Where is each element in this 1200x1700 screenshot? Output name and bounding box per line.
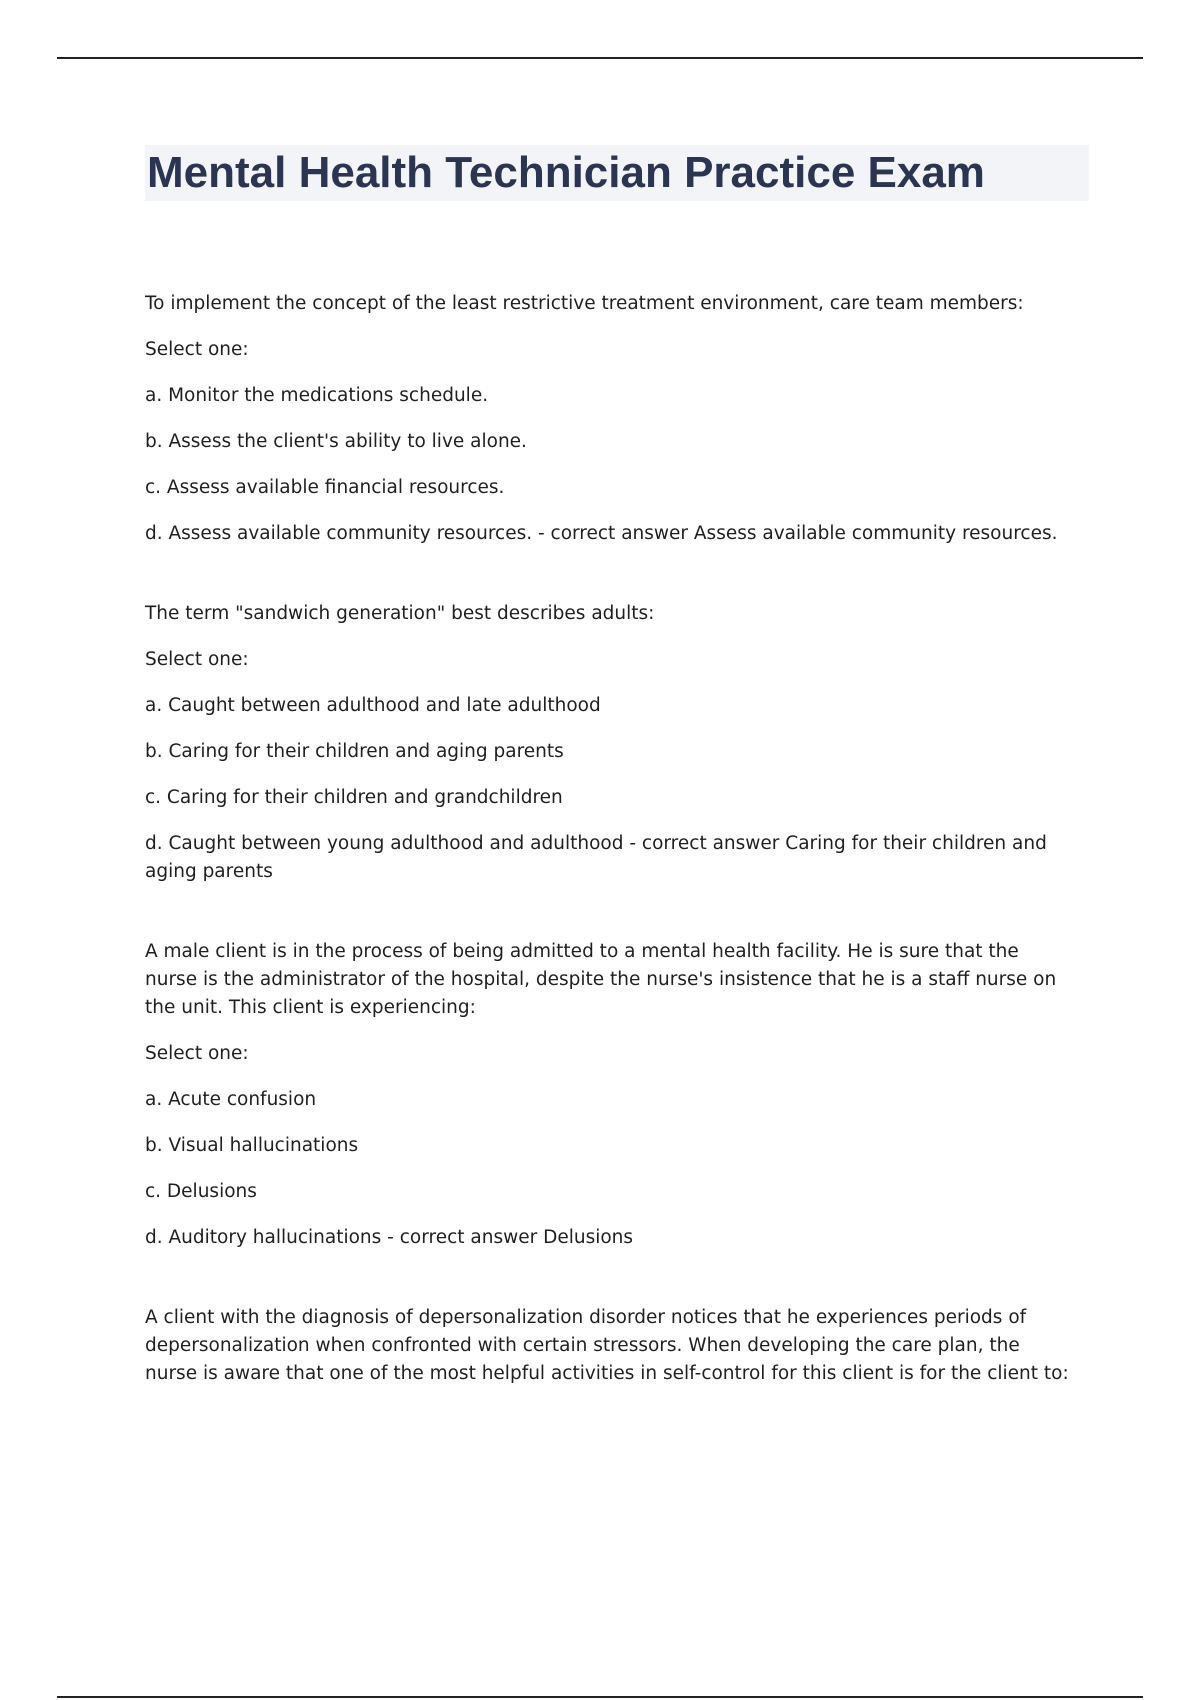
answer-option-b: b. Assess the client's ability to live alone. — [145, 431, 527, 452]
answer-option-a: a. Monitor the medications schedule. — [145, 385, 489, 406]
question-stem: The term "sandwich generation" best describes adults: — [145, 603, 655, 624]
answer-option-b: b. Visual hallucinations — [145, 1135, 359, 1156]
question-2 — [145, 600, 1075, 886]
question-prompt: Select one: — [145, 339, 249, 360]
question-stem: A client with the diagnosis of depersonalization disorder notices that he experiences periods of depersonalization when confronted with certain stressors. When developing the care plan, the nurse is aware that one of the most helpful activities in self-control for this client is for the client to: — [145, 1307, 1069, 1384]
title-banner — [145, 145, 1089, 201]
question-list — [145, 290, 1075, 1440]
footer-rule — [57, 1696, 1143, 1698]
question-prompt: Select one: — [145, 1043, 249, 1064]
question-3 — [145, 938, 1075, 1252]
question-stem: To implement the concept of the least restrictive treatment environment, care team members: — [145, 293, 1024, 314]
answer-option-d: d. Caught between young adulthood and adulthood - correct answer Caring for their children and aging parents — [145, 833, 1047, 882]
page-title: Mental Health Technician Practice Exam — [147, 148, 985, 197]
answer-option-a: a. Caught between adulthood and late adulthood — [145, 695, 601, 716]
answer-option-d: d. Auditory hallucinations - correct answer Delusions — [145, 1227, 634, 1248]
question-4 — [145, 1304, 1075, 1388]
header-rule — [57, 57, 1143, 59]
answer-option-a: a. Acute confusion — [145, 1089, 317, 1110]
answer-option-c: c. Delusions — [145, 1181, 257, 1202]
answer-option-b: b. Caring for their children and aging parents — [145, 741, 564, 762]
answer-option-c: c. Caring for their children and grandchildren — [145, 787, 563, 808]
question-stem: A male client is in the process of being admitted to a mental health facility. He is sure that the nurse is the administrator of the hospital, despite the nurse's insistence that he is a staff nurse on the unit. This client is experiencing: — [145, 941, 1057, 1018]
answer-option-c: c. Assess available financial resources. — [145, 477, 505, 498]
answer-option-d: d. Assess available community resources. - correct answer Assess available community resources. — [145, 523, 1058, 544]
question-1 — [145, 290, 1075, 548]
question-prompt: Select one: — [145, 649, 249, 670]
